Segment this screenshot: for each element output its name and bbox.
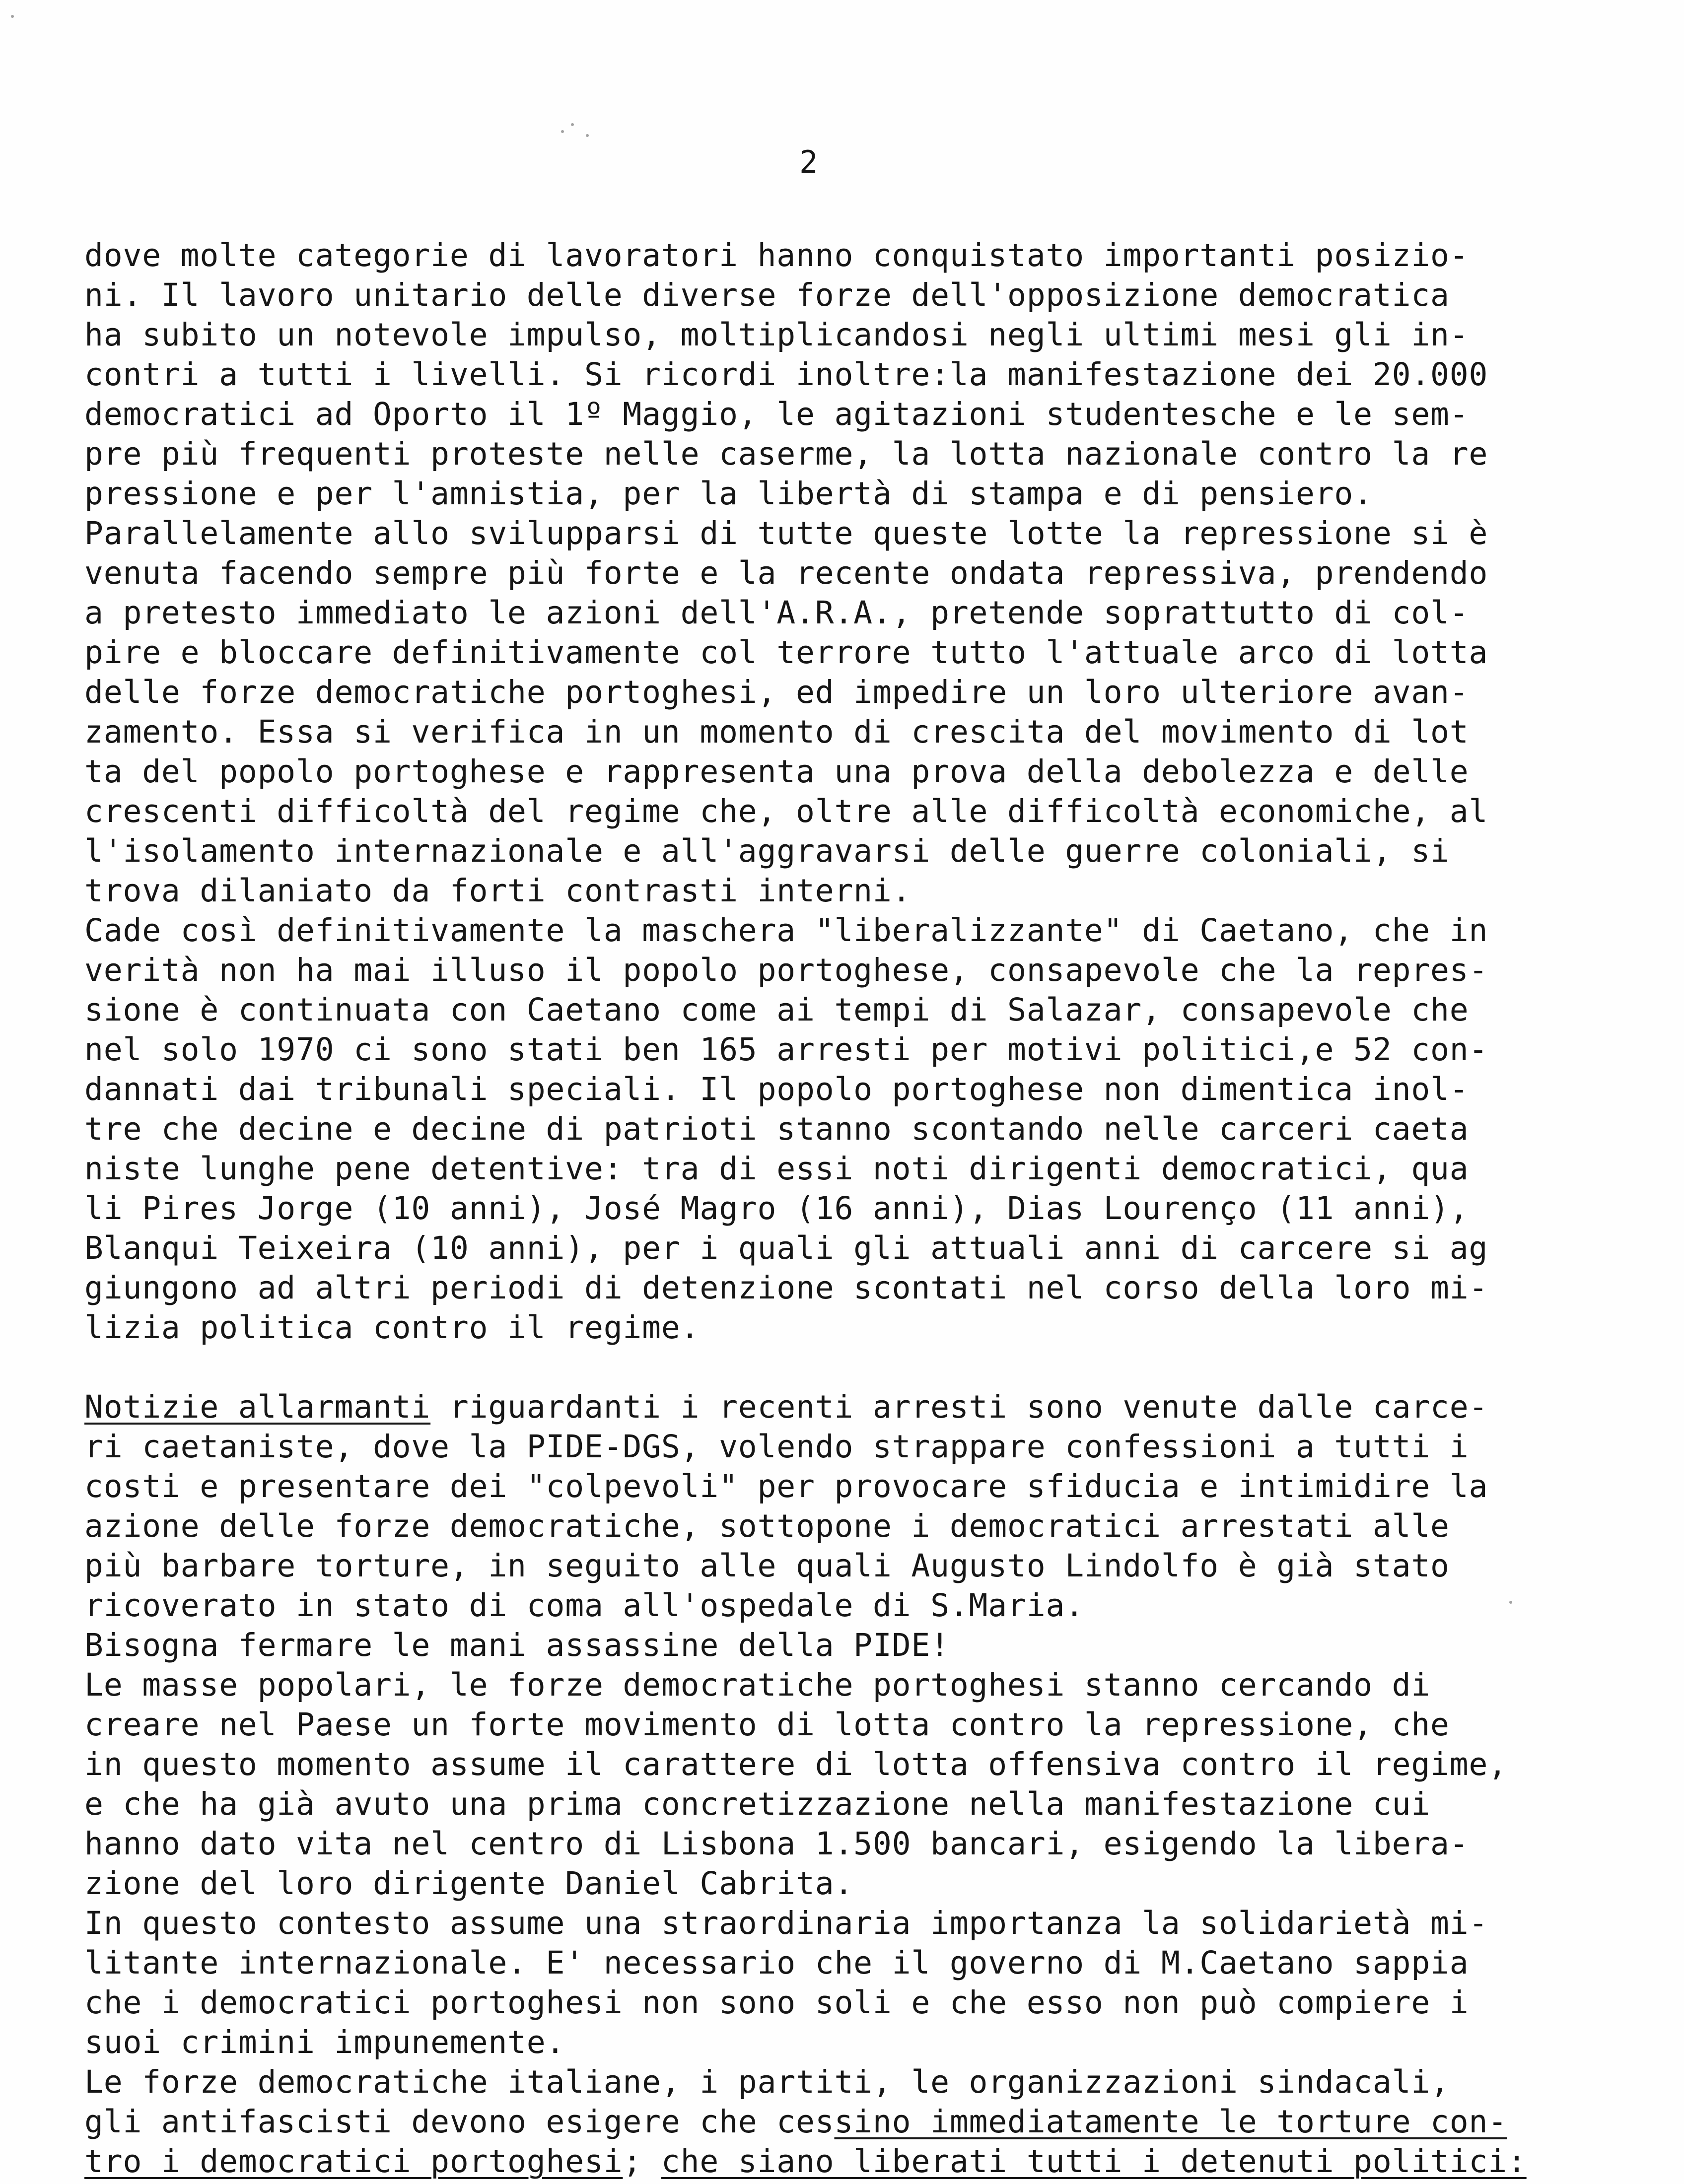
text-line: zione del loro dirigente Daniel Cabrita. (84, 1865, 854, 1902)
text-line: suoi crimini impunemente. (84, 2024, 565, 2060)
text-line: dannati dai tribunali speciali. Il popolo portoghese non dimentica inol- (84, 1071, 1469, 1107)
text-line: gli antifascisti devono esigere che cessino immediatamente le torture con- (84, 2104, 1507, 2140)
text-line: li Pires Jorge (10 anni), José Magro (16 anni), Dias Lourenço (11 anni), (84, 1190, 1469, 1227)
scan-speck (586, 134, 589, 137)
text-line: sione è continuata con Caetano come ai tempi di Salazar, consapevole che (84, 992, 1469, 1028)
text-line: trova dilaniato da forti contrasti interni. (84, 873, 912, 909)
text-line: nel solo 1970 ci sono stati ben 165 arresti per motivi politici,e 52 con- (84, 1031, 1488, 1068)
text-line: Cade così definitivamente la maschera "liberalizzante" di Caetano, che in (84, 912, 1488, 949)
text-line: tre che decine e decine di patrioti stanno scontando nelle carceri caeta (84, 1111, 1469, 1147)
text-line: dove molte categorie di lavoratori hanno conquistato importanti posizio- (84, 237, 1469, 273)
text-line: che i democratici portoghesi non sono soli e che esso non può compiere i (84, 1984, 1469, 2021)
text-line: delle forze democratiche portoghesi, ed impedire un loro ulteriore avan- (84, 674, 1469, 710)
text-line: venuta facendo sempre più forte e la recente ondata repressiva, prendendo (84, 555, 1488, 591)
text-line: Notizie allarmanti riguardanti i recenti arresti sono venute dalle carce- (84, 1389, 1488, 1425)
text-line: a pretesto immediato le azioni dell'A.R.A., pretende soprattutto di col- (84, 595, 1469, 631)
page-number: 2 (799, 144, 818, 180)
text-line: pressione e per l'amnistia, per la libertà di stampa e di pensiero. (84, 476, 1373, 512)
text-line: hanno dato vita nel centro di Lisbona 1.500 bancari, esigendo la libera- (84, 1826, 1469, 1862)
text-line: ta del popolo portoghese e rappresenta una prova della debolezza e delle (84, 753, 1469, 790)
text-line: In questo contesto assume una straordinaria importanza la solidarietà mi- (84, 1905, 1488, 1941)
text-line: ri caetaniste, dove la PIDE-DGS, volendo strappare confessioni a tutti i (84, 1429, 1469, 1465)
text-line: crescenti difficoltà del regime che, oltre alle difficoltà economiche, al (84, 793, 1488, 829)
text-line: creare nel Paese un forte movimento di lotta contro la repressione, che (84, 1706, 1450, 1743)
text-line: in questo momento assume il carattere di lotta offensiva contro il regime, (84, 1746, 1507, 1782)
text-line: contri a tutti i livelli. Si ricordi inoltre:la manifestazione dei 20.000 (84, 356, 1488, 393)
text-line: e che ha già avuto una prima concretizzazione nella manifestazione cui (84, 1786, 1431, 1822)
text-line: l'isolamento internazionale e all'aggravarsi delle guerre coloniali, si (84, 833, 1450, 869)
text-line: pire e bloccare definitivamente col terrore tutto l'attuale arco di lotta (84, 634, 1488, 671)
text-line: azione delle forze democratiche, sottopone i democratici arrestati alle (84, 1508, 1450, 1544)
scan-speck (561, 130, 564, 133)
text-line: verità non ha mai illuso il popolo portoghese, consapevole che la repres- (84, 952, 1488, 988)
text-line: zamento. Essa si verifica in un momento di crescita del movimento di lot (84, 714, 1469, 750)
text-line: ni. Il lavoro unitario delle diverse forze dell'opposizione democratica (84, 277, 1450, 313)
text-line: Le masse popolari, le forze democratiche portoghesi stanno cercando di (84, 1667, 1431, 1703)
text-line: Le forze democratiche italiane, i partiti, le organizzazioni sindacali, (84, 2064, 1450, 2100)
text-line: Bisogna fermare le mani assassine della PIDE! (84, 1627, 950, 1663)
text-line: ricoverato in stato di coma all'ospedale di S.Maria. (84, 1587, 1084, 1624)
text-line: più barbare torture, in seguito alle quali Augusto Lindolfo è già stato (84, 1548, 1450, 1584)
text-line: pre più frequenti proteste nelle caserme, la lotta nazionale contro la re (84, 436, 1488, 472)
text-line: litante internazionale. E' necessario che il governo di M.Caetano sappia (84, 1945, 1469, 1981)
text-line: niste lunghe pene detentive: tra di essi noti dirigenti democratici, qua (84, 1151, 1469, 1187)
text-line: ha subito un notevole impulso, moltiplicandosi negli ultimi mesi gli in- (84, 317, 1469, 353)
scan-speck (571, 123, 574, 126)
text-line: Parallelamente allo svilupparsi di tutte queste lotte la repressione si è (84, 515, 1488, 551)
text-line: lizia politica contro il regime. (84, 1309, 700, 1346)
underlined-text: Notizie allarmanti (84, 1389, 431, 1425)
document-body (84, 236, 1604, 2182)
underlined-text: tro i democratici portoghesi (84, 2143, 623, 2180)
underlined-text: che siano liberati tutti i detenuti politici: (661, 2143, 1527, 2180)
paragraph-gap (84, 1348, 1604, 1387)
text-line: costi e presentare dei "colpevoli" per provocare sfiducia e intimidire la (84, 1468, 1488, 1504)
scan-speck (11, 15, 14, 18)
underlined-text: sino immediatamente le torture con- (834, 2104, 1507, 2140)
text-line: tro i democratici portoghesi; che siano liberati tutti i detenuti politici: (84, 2143, 1527, 2180)
text-line: Blanqui Teixeira (10 anni), per i quali gli attuali anni di carcere si ag (84, 1230, 1488, 1266)
text-line: democratici ad Oporto il 1º Maggio, le agitazioni studentesche e le sem- (84, 396, 1469, 432)
text-line: giungono ad altri periodi di detenzione scontati nel corso della loro mi- (84, 1270, 1488, 1306)
